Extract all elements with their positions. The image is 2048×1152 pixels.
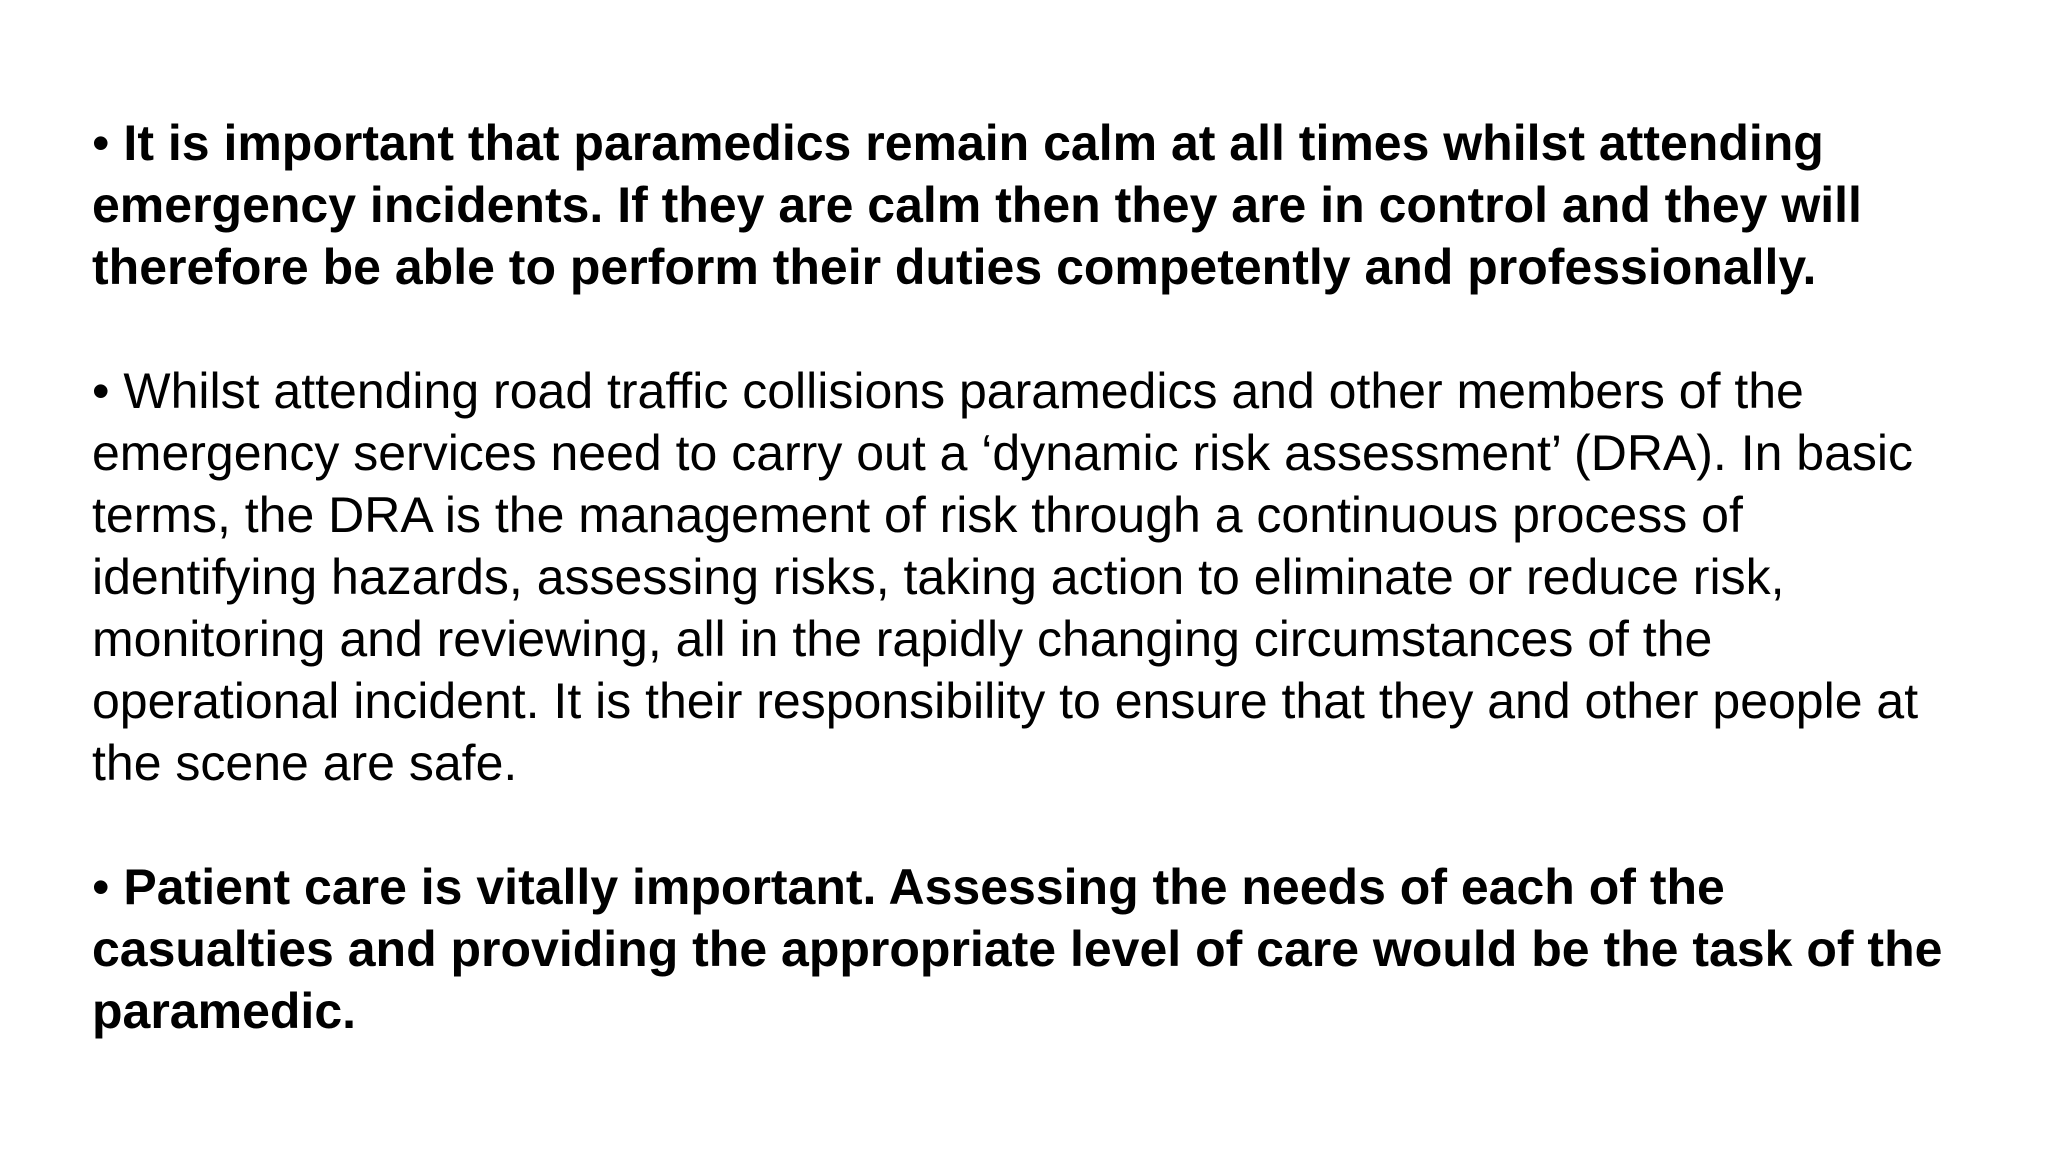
- paragraph-text: Patient care is vitally important. Assessing the needs of each of the casualties and providing the appropriate level of care would be the task of the paramedic.: [92, 859, 1943, 1039]
- bullet-paragraph-calm: [92, 112, 1972, 298]
- bullet-paragraph-patient-care: [92, 856, 1972, 1042]
- bullet-glyph: •: [92, 115, 110, 171]
- bullet-glyph: •: [92, 363, 110, 419]
- slide-body: [92, 112, 1972, 1104]
- paragraph-text: Whilst attending road traffic collisions paramedics and other members of the emergency services need to carry out a ‘dynamic risk assessment’ (DRA). In basic terms, the DRA is the management of risk through a continuous process of identifying hazards, assessing risks, taking action to eliminate or reduce risk, monitoring and reviewing, all in the rapidly changing circumstances of the operational incident. It is their responsibility to ensure that they and other people at the scene are safe.: [92, 363, 1919, 791]
- bullet-paragraph-dra: [92, 360, 1972, 794]
- bullet-glyph: •: [92, 859, 110, 915]
- paragraph-text: It is important that paramedics remain calm at all times whilst attending emergency incidents. If they are calm then they are in control and they will therefore be able to perform their duties competently and professionally.: [92, 115, 1862, 295]
